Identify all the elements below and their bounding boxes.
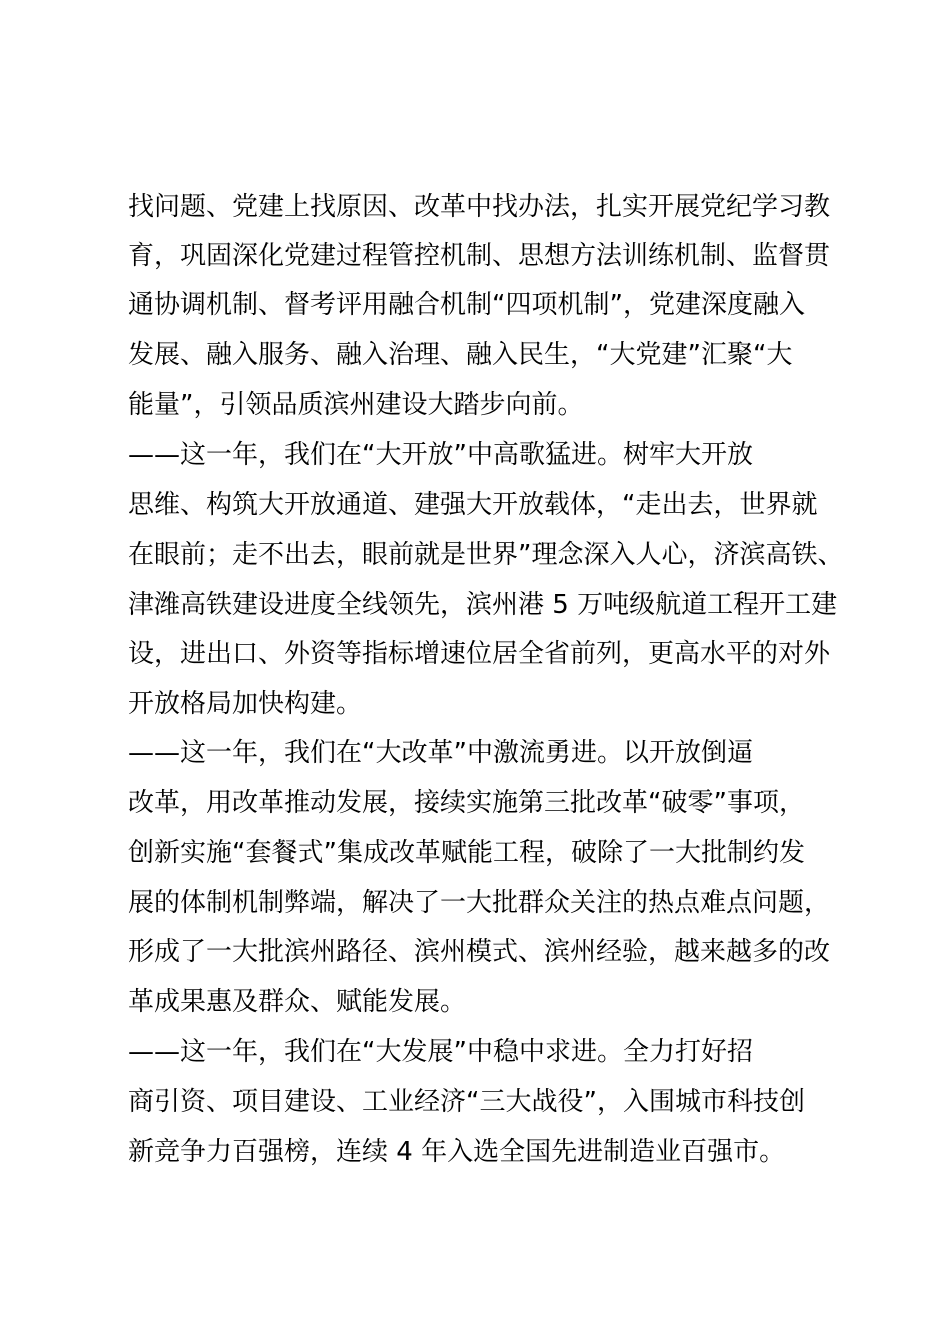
- text-line: 革成果惠及群众、赋能发展。: [128, 987, 467, 1017]
- paragraph-first-line: ——这一年，我们在“大发展”中稳中求进。全力打好招: [128, 1037, 753, 1067]
- text-line: 通协调机制、督考评用融合机制“四项机制”，党建深度融入: [128, 290, 805, 320]
- text-line: 开放格局加快构建。: [128, 689, 363, 719]
- text-line: 发展、融入服务、融入治理、融入民生，“大党建”汇聚“大: [128, 340, 793, 370]
- text-line: 创新实施“套餐式”集成改革赋能工程，破除了一大批制约发: [128, 838, 805, 868]
- text-line: 找问题、党建上找原因、改革中找办法，扎实开展党纪学习教: [128, 192, 831, 222]
- text-line: 思维、构筑大开放通道、建强大开放载体，“走出去，世界就: [128, 490, 818, 520]
- text-line: 设，进出口、外资等指标增速位居全省前列，更高水平的对外: [128, 639, 831, 669]
- text-line: 改革，用改革推动发展，接续实施第三批改革“破零”事项，: [128, 788, 805, 818]
- text-line: 展的体制机制弊端，解决了一大批群众关注的热点难点问题，: [128, 888, 831, 918]
- text-line: 在眼前；走不出去，眼前就是世界”理念深入人心，济滨高铁、: [128, 540, 844, 570]
- text-line: 能量”，引领品质滨州建设大踏步向前。: [128, 390, 584, 420]
- text-line: 新竞争力百强榜，连续 4 年入选全国先进制造业百强市。: [128, 1137, 786, 1167]
- text-line: 形成了一大批滨州路径、滨州模式、滨州经验，越来越多的改: [128, 937, 831, 967]
- paragraph-first-line: ——这一年，我们在“大开放”中高歌猛进。树牢大开放: [128, 440, 753, 470]
- text-line: 津潍高铁建设进度全线领先，滨州港 5 万吨级航道工程开工建: [128, 590, 838, 620]
- text-line: 育，巩固深化党建过程管控机制、思想方法训练机制、监督贯: [128, 241, 831, 271]
- text-line: 商引资、项目建设、工业经济“三大战役”，入围城市科技创: [128, 1087, 805, 1117]
- paragraph-first-line: ——这一年，我们在“大改革”中激流勇进。以开放倒逼: [128, 738, 753, 768]
